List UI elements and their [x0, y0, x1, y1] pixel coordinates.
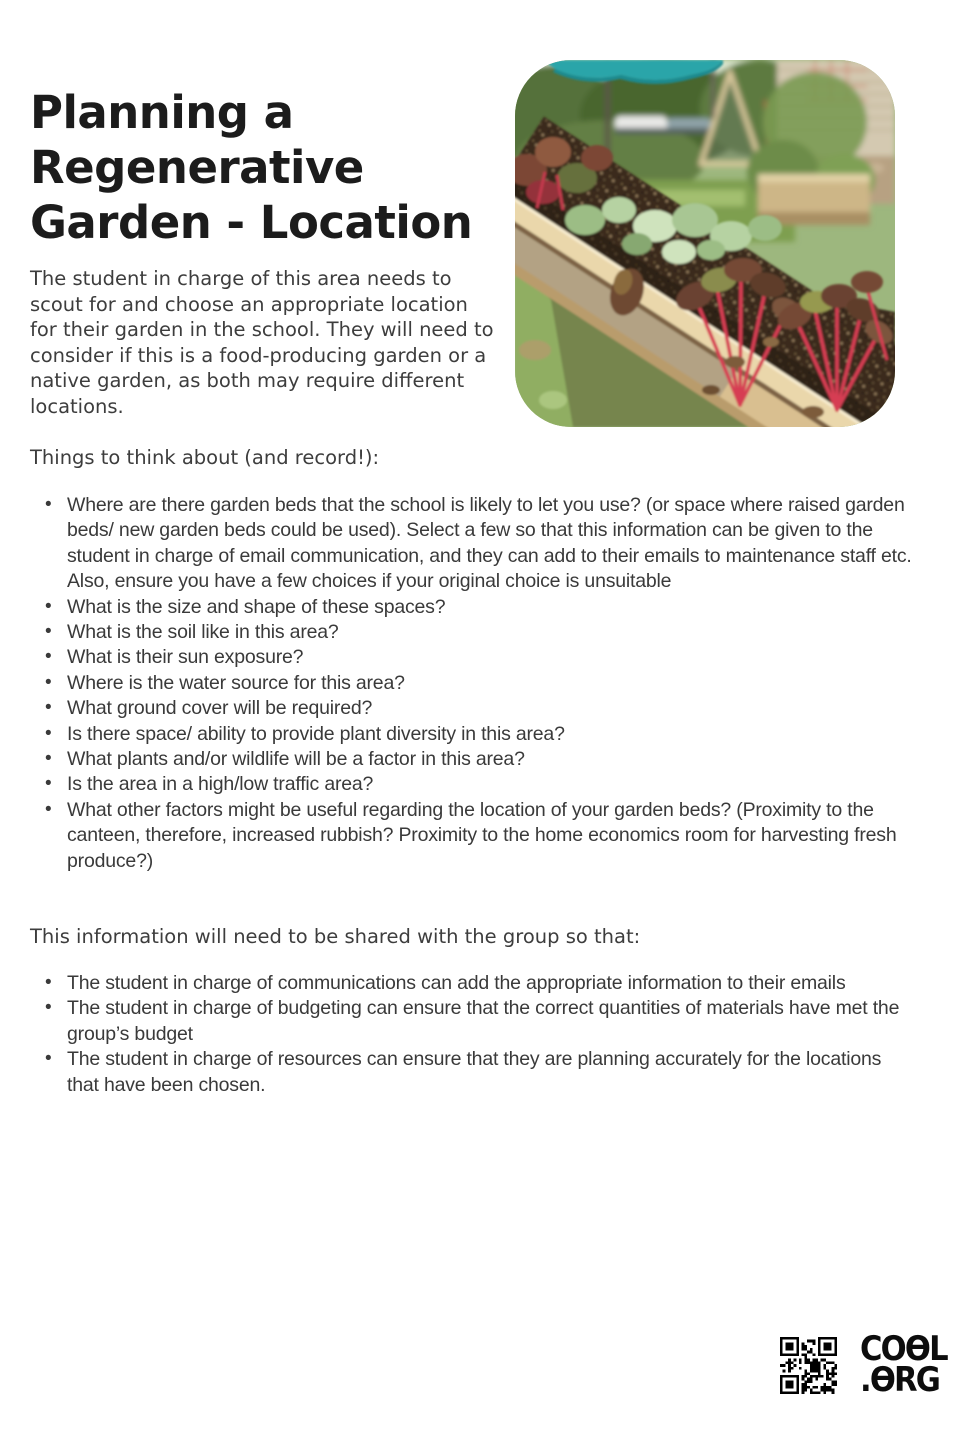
- list-item: [30, 671, 914, 696]
- logo-line-2: .ƟRG: [860, 1360, 940, 1400]
- logo-line-1: COƟL: [860, 1329, 947, 1369]
- list-item: [30, 996, 914, 1047]
- list-item-text: What is the size and shape of these spaces?: [67, 595, 446, 618]
- bullet-dot: •: [45, 748, 52, 770]
- page-title: Planning a Regenerative Garden - Location: [30, 86, 473, 250]
- bullet-dot: •: [45, 722, 52, 744]
- list-item-text: What ground cover will be required?: [67, 697, 373, 720]
- qr-code: [780, 1337, 837, 1394]
- bullet-dot: •: [45, 494, 52, 515]
- intro-paragraph: The student in charge of this area needs to scout for and choose an appropriate location for their garden in the school. They will need to consider if this is a food-producing garden or a native garden, as both may require different locations.: [30, 267, 494, 418]
- list-item-text: The student in charge of budgeting can ensure that the correct quantities of materials have met the group’s budget: [67, 997, 900, 1045]
- list-item: [30, 798, 914, 874]
- list-item: [30, 772, 914, 797]
- list-item-text: Where are there garden beds that the school is likely to let you use? (or space where raised garden beds/ new garden beds could be used). Select a few so that this information can be given to the student in charge of email communication, and they can add to their emails to maintenance staff etc. Also, ensure you have a few choices if your original choice is unsuitable: [67, 494, 912, 593]
- list-item-text: What is their sun exposure?: [67, 646, 304, 669]
- things-to-think-about-list: [30, 493, 914, 874]
- list-item: [30, 645, 914, 670]
- list-item-text: What plants and/or wildlife will be a factor in this area?: [67, 748, 525, 771]
- list-item-text: The student in charge of resources can ensure that they are planning accurately for the locations that have been chosen.: [67, 1048, 882, 1096]
- section-heading-share-with-group: This information will need to be shared with the group so that:: [30, 925, 641, 948]
- garden-photo-illustration: [515, 60, 895, 427]
- cool-org-logo: [860, 1329, 947, 1400]
- list-item-text: What is the soil like in this area?: [67, 621, 339, 644]
- garden-photo: [515, 60, 895, 427]
- bullet-dot: •: [45, 697, 52, 719]
- list-item-text: Is the area in a high/low traffic area?: [67, 773, 374, 796]
- list-item-text: The student in charge of communications can add the appropriate information to their emails: [67, 972, 846, 994]
- bullet-dot: •: [45, 997, 52, 1019]
- list-item: [30, 696, 914, 721]
- list-item: [30, 1047, 914, 1098]
- share-with-group-list: [30, 971, 914, 1098]
- bullet-dot: •: [45, 646, 52, 668]
- bullet-dot: •: [45, 773, 52, 795]
- list-item: [30, 722, 914, 747]
- section-heading-things-to-think-about: Things to think about (and record!):: [30, 446, 380, 469]
- bullet-dot: •: [45, 621, 52, 643]
- bullet-dot: •: [45, 671, 52, 693]
- bullet-dot: •: [45, 595, 52, 617]
- list-item-text: Is there space/ ability to provide plant diversity in this area?: [67, 722, 565, 745]
- list-item: [30, 620, 914, 645]
- list-item: [30, 971, 914, 996]
- bullet-dot: •: [45, 1048, 52, 1070]
- list-item: [30, 747, 914, 772]
- list-item-text: What other factors might be useful regarding the location of your garden beds? (Proximity to the canteen, therefore, increased rubbish? Proximity to the home economics room for harvesting fresh produce?): [67, 798, 897, 872]
- list-item-text: Where is the water source for this area?: [67, 671, 405, 694]
- list-item: [30, 595, 914, 620]
- list-item: [30, 493, 914, 595]
- bullet-dot: •: [45, 972, 52, 993]
- bullet-dot: •: [45, 798, 52, 820]
